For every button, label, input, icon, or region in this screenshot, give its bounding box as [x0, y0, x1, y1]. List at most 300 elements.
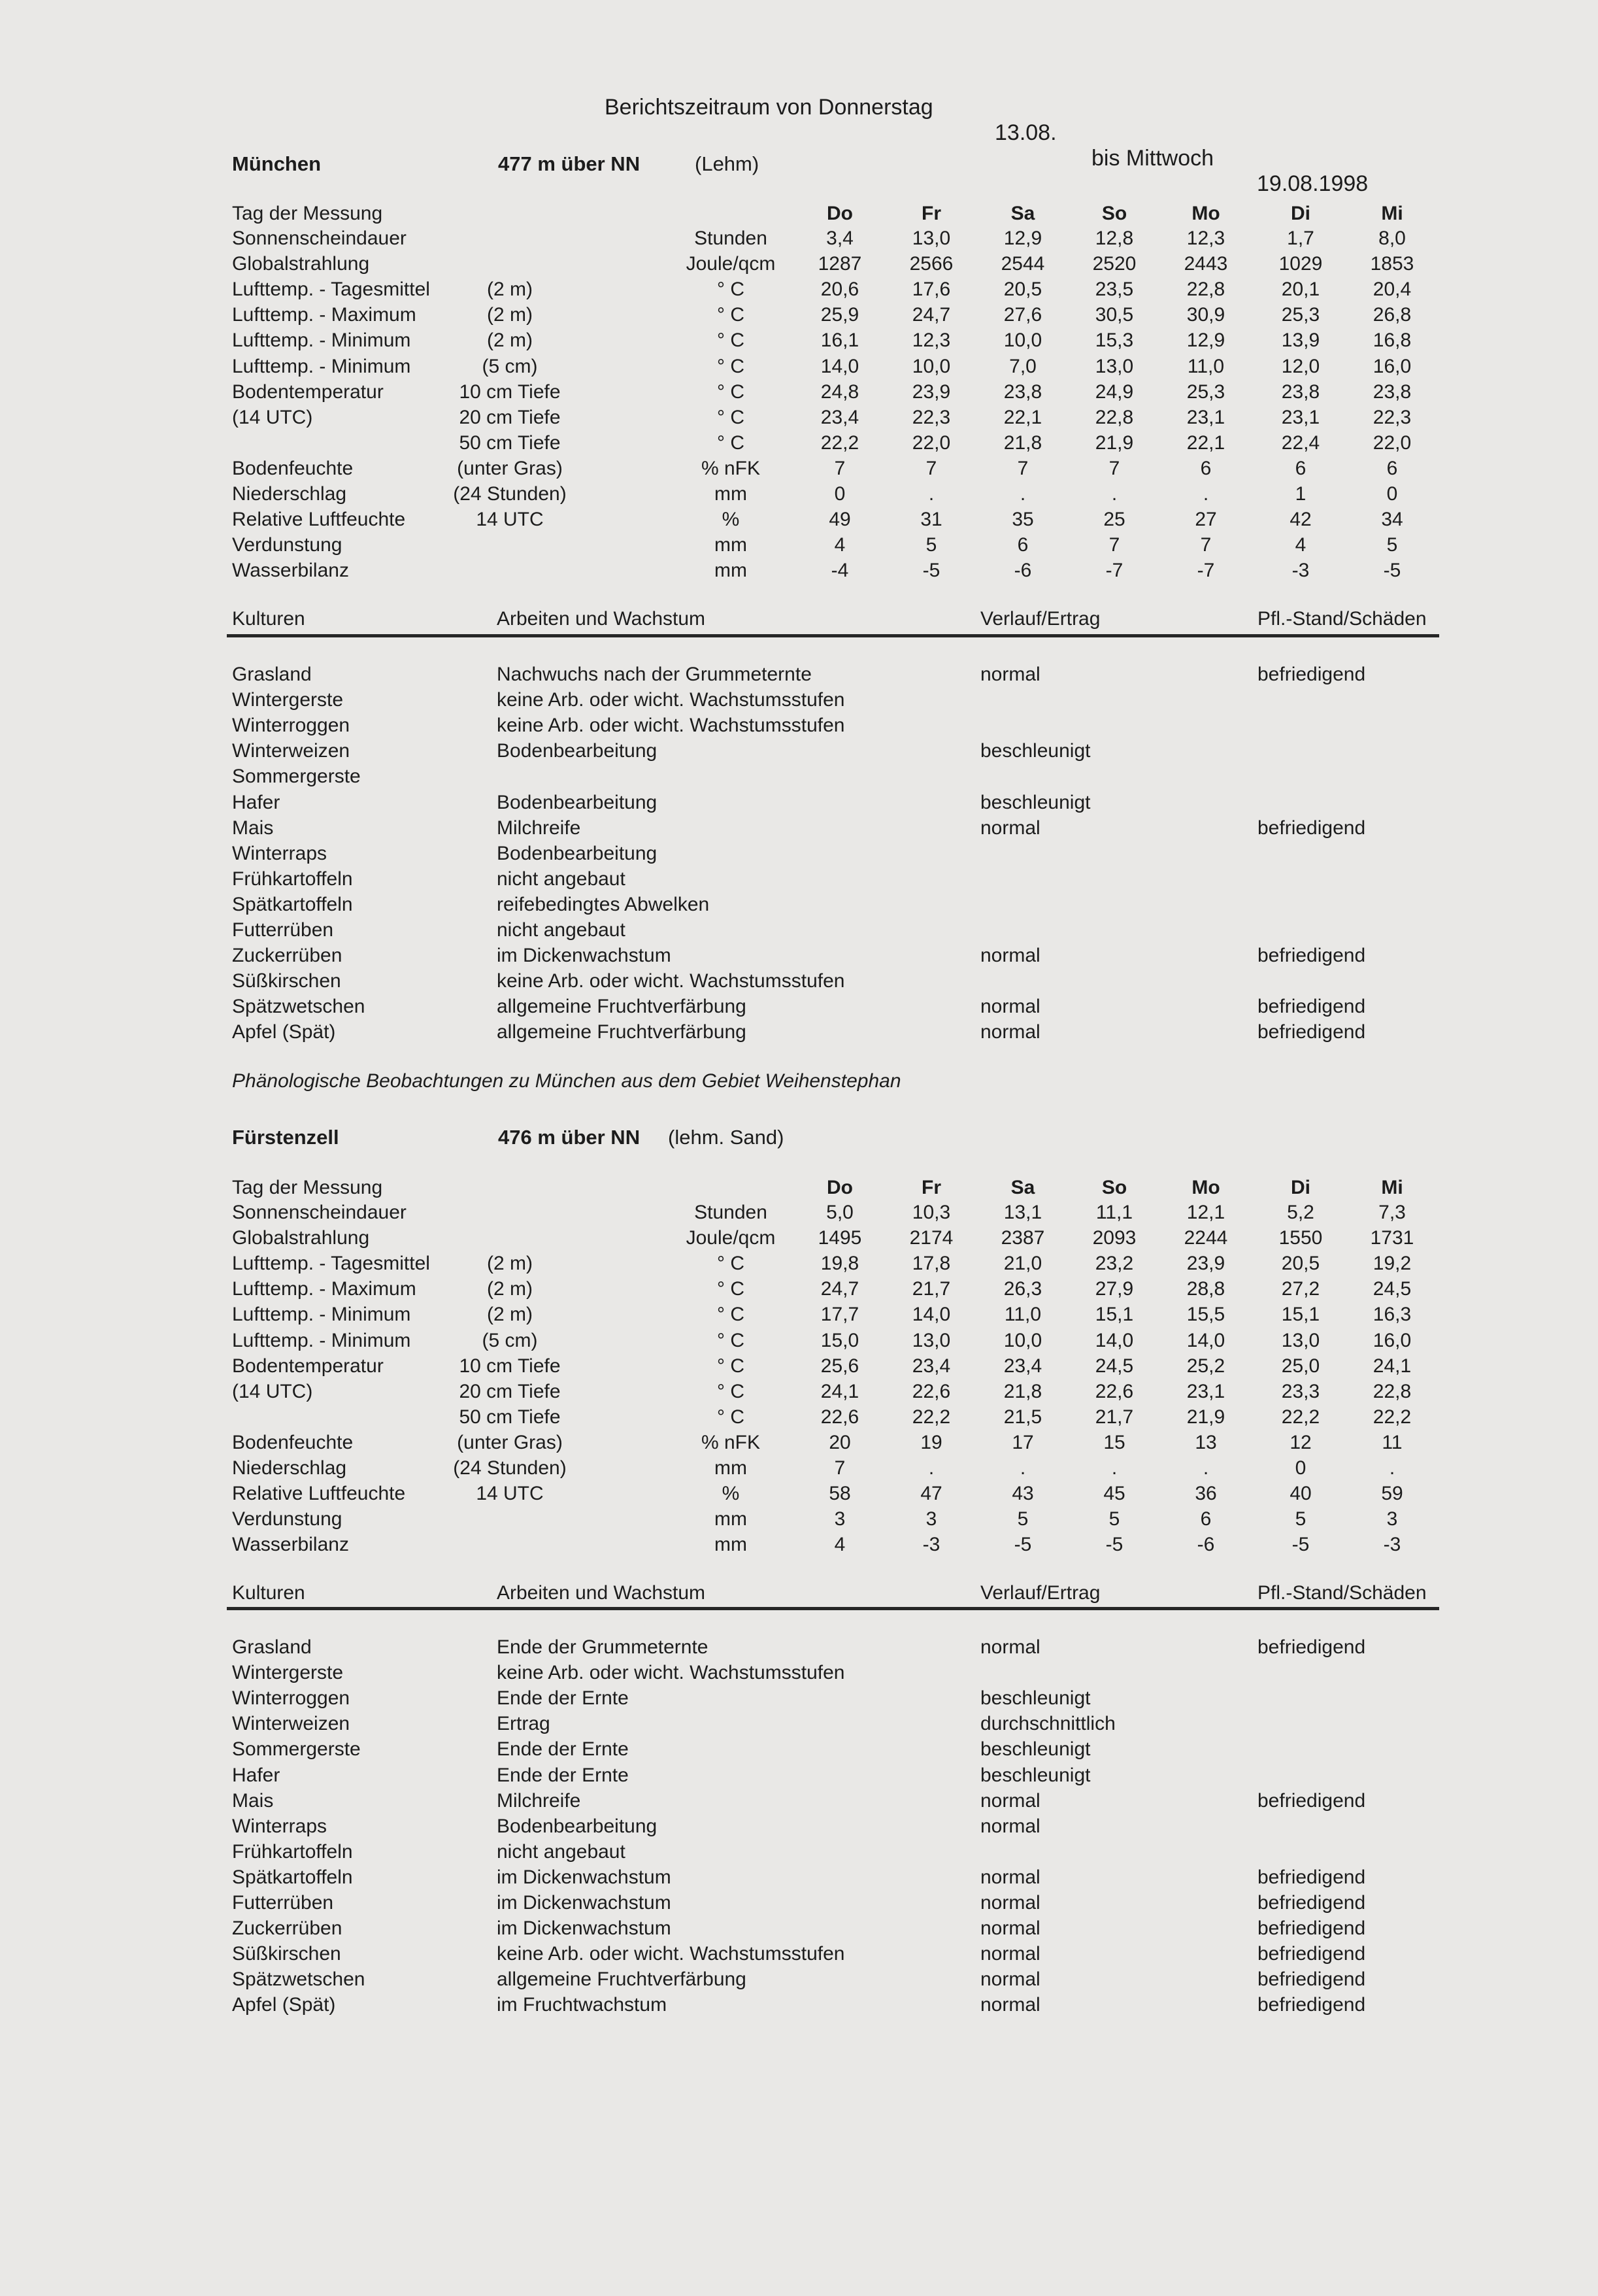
- measurement-value: 22,8: [1186, 279, 1225, 300]
- measurement-value: 10,0: [912, 356, 951, 377]
- measurement-label: Lufttemp. - Minimum: [232, 356, 411, 377]
- measurement-value: 7: [834, 458, 846, 479]
- measurement-value: 5: [1108, 1508, 1120, 1530]
- crop-name: Zuckerrüben: [232, 1917, 342, 1939]
- period-mid: bis Mittwoch: [1091, 146, 1214, 171]
- crop-name: Mais: [232, 817, 274, 839]
- crop-work: Nachwuchs nach der Grummeternte: [497, 664, 812, 685]
- measurement-value: 23,4: [912, 1355, 951, 1377]
- period-prefix: Berichtszeitraum von Donnerstag: [605, 95, 933, 120]
- crop-verlauf: durchschnittlich: [980, 1713, 1116, 1734]
- measurement-value: 22,1: [1003, 407, 1042, 428]
- crop-work: Bodenbearbeitung: [497, 843, 658, 864]
- measurement-label: Globalstrahlung: [232, 1227, 370, 1249]
- measurement-value: 16,0: [1373, 1330, 1412, 1351]
- measurement-value: -5: [1105, 1534, 1124, 1555]
- station-elevation: 476 m über NN: [498, 1126, 641, 1149]
- measurement-value: 23,2: [1095, 1253, 1134, 1274]
- measurement-value: -3: [1383, 1534, 1401, 1555]
- crop-work: keine Arb. oder wicht. Wachstumsstufen: [497, 970, 845, 992]
- measurement-value: 22,0: [1373, 432, 1412, 454]
- crop-name: Spätzwetschen: [232, 1968, 365, 1990]
- crop-name: Frühkartoffeln: [232, 868, 353, 890]
- crop-work: im Dickenwachstum: [497, 945, 671, 966]
- measurement-value: 27,2: [1281, 1278, 1320, 1300]
- measurement-value: 1731: [1370, 1227, 1414, 1249]
- crop-work: keine Arb. oder wicht. Wachstumsstufen: [497, 689, 845, 711]
- measurement-value: 47: [920, 1483, 942, 1504]
- measurement-row: [0, 226, 1598, 251]
- crop-row: [0, 1763, 1598, 1788]
- measurement-header-row: [0, 1175, 1598, 1200]
- measurement-spec: 50 cm Tiefe: [459, 1406, 561, 1428]
- crop-header-row: [0, 1580, 1598, 1606]
- day-header-di: Di: [1291, 1177, 1310, 1198]
- crop-row: [0, 764, 1598, 789]
- station-soil-type: (Lehm): [695, 152, 759, 175]
- measurement-value: 40: [1290, 1483, 1312, 1504]
- measurement-header-row: [0, 201, 1598, 226]
- crop-name: Grasland: [232, 664, 312, 685]
- measurement-spec: 10 cm Tiefe: [459, 381, 561, 403]
- measurement-row: [0, 507, 1598, 532]
- crop-name: Zuckerrüben: [232, 945, 342, 966]
- measurement-value: 21,9: [1186, 1406, 1225, 1428]
- crop-work: Ende der Ernte: [497, 1687, 629, 1709]
- measurement-value: 24,7: [820, 1278, 859, 1300]
- measurement-value: 20,4: [1373, 279, 1412, 300]
- crop-verlauf: beschleunigt: [980, 792, 1091, 813]
- measurement-value: 26,3: [1003, 1278, 1042, 1300]
- crop-name: Apfel (Spät): [232, 1021, 336, 1043]
- measurement-value: 1287: [818, 253, 862, 275]
- crop-pfl-stand: befriedigend: [1257, 996, 1366, 1017]
- measurement-value: 7: [1108, 534, 1120, 556]
- crop-verlauf: normal: [980, 1021, 1040, 1043]
- crop-verlauf: beschleunigt: [980, 1764, 1091, 1786]
- measurement-value: 13: [1195, 1432, 1217, 1453]
- measurement-value: 59: [1381, 1483, 1403, 1504]
- measurement-spec: (2 m): [487, 279, 533, 300]
- measurement-label: Wasserbilanz: [232, 1534, 349, 1555]
- measurement-value: 23,3: [1281, 1381, 1320, 1402]
- measurement-value: 25,3: [1186, 381, 1225, 403]
- measurement-day-label: Tag der Messung: [232, 203, 383, 224]
- measurement-value: -3: [1291, 560, 1310, 581]
- measurement-value: 22,2: [1373, 1406, 1412, 1428]
- measurement-value: .: [1020, 483, 1026, 505]
- crop-row: [0, 662, 1598, 687]
- measurement-value: 13,9: [1281, 329, 1320, 351]
- measurement-value: 22,0: [912, 432, 951, 454]
- measurement-value: 8,0: [1378, 228, 1406, 249]
- crop-header-verlauf: Verlauf/Ertrag: [980, 608, 1101, 630]
- measurement-spec: (unter Gras): [457, 1432, 563, 1453]
- measurement-value: -5: [922, 560, 940, 581]
- crop-name: Winterraps: [232, 843, 327, 864]
- measurement-spec: 14 UTC: [476, 1483, 544, 1504]
- measurement-value: 11,0: [1004, 1304, 1042, 1325]
- measurement-value: -7: [1105, 560, 1124, 581]
- measurement-label: Lufttemp. - Maximum: [232, 304, 416, 326]
- measurement-value: 21,7: [1095, 1406, 1134, 1428]
- crop-name: Winterraps: [232, 1815, 327, 1837]
- crop-row: [0, 1634, 1598, 1660]
- measurement-value: 23,4: [1003, 1355, 1042, 1377]
- crop-work: allgemeine Fruchtverfärbung: [497, 996, 746, 1017]
- measurement-value: -6: [1014, 560, 1032, 581]
- measurement-row: [0, 1328, 1598, 1353]
- measurement-value: 5: [1386, 534, 1398, 556]
- day-header-di: Di: [1291, 203, 1310, 224]
- measurement-value: 7: [1200, 534, 1212, 556]
- day-header-so: So: [1101, 203, 1127, 224]
- measurement-unit: mm: [714, 483, 747, 505]
- measurement-value: 22,1: [1186, 432, 1225, 454]
- crop-name: Spätkartoffeln: [232, 1866, 353, 1888]
- crop-header-verlauf: Verlauf/Ertrag: [980, 1582, 1101, 1604]
- crop-work: Ende der Ernte: [497, 1764, 629, 1786]
- day-header-sa: Sa: [1010, 1177, 1035, 1198]
- measurement-unit: ° C: [717, 432, 744, 454]
- measurement-value: 25,9: [820, 304, 859, 326]
- measurement-value: 14,0: [912, 1304, 951, 1325]
- measurement-value: 28,8: [1186, 1278, 1225, 1300]
- measurement-spec: (2 m): [487, 1253, 533, 1274]
- crop-row: [0, 815, 1598, 841]
- crop-header-pfl: Pfl.-Stand/Schäden: [1257, 608, 1427, 630]
- measurement-value: 6: [1386, 458, 1398, 479]
- measurement-value: 15,0: [820, 1330, 859, 1351]
- measurement-label: (14 UTC): [232, 407, 313, 428]
- measurement-label: Verdunstung: [232, 1508, 342, 1530]
- measurement-value: 13,0: [1095, 356, 1134, 377]
- crop-pfl-stand: befriedigend: [1257, 1636, 1366, 1658]
- day-header-so: So: [1101, 1177, 1127, 1198]
- measurement-value: 25,6: [820, 1355, 859, 1377]
- crop-row: [0, 1916, 1598, 1941]
- crop-row: [0, 866, 1598, 892]
- day-header-sa: Sa: [1010, 203, 1035, 224]
- crop-pfl-stand: befriedigend: [1257, 664, 1366, 685]
- measurement-value: 7: [925, 458, 937, 479]
- crop-name: Apfel (Spät): [232, 1994, 336, 2016]
- crop-work: keine Arb. oder wicht. Wachstumsstufen: [497, 1662, 845, 1683]
- measurement-value: 31: [920, 509, 942, 530]
- crop-row: [0, 841, 1598, 866]
- measurement-row: [0, 1251, 1598, 1276]
- crop-header-divider: [227, 634, 1439, 637]
- crop-work: Bodenbearbeitung: [497, 1815, 658, 1837]
- measurement-unit: ° C: [717, 329, 744, 351]
- measurement-row: [0, 456, 1598, 481]
- measurement-value: 24,1: [1373, 1355, 1412, 1377]
- day-header-mi: Mi: [1381, 1177, 1403, 1198]
- crop-row: [0, 790, 1598, 815]
- crop-pfl-stand: befriedigend: [1257, 1790, 1366, 1812]
- crop-verlauf: normal: [980, 996, 1040, 1017]
- crop-row: [0, 917, 1598, 943]
- measurement-value: 15,1: [1281, 1304, 1320, 1325]
- crop-header-arbeiten: Arbeiten und Wachstum: [497, 608, 706, 630]
- measurement-unit: mm: [714, 1457, 747, 1479]
- crop-header-pfl: Pfl.-Stand/Schäden: [1257, 1582, 1427, 1604]
- measurement-value: 5,2: [1287, 1202, 1314, 1223]
- measurement-value: 12,8: [1095, 228, 1134, 249]
- measurement-value: 1: [1295, 483, 1307, 505]
- measurement-value: 21,8: [1003, 432, 1042, 454]
- crop-name: Mais: [232, 1790, 274, 1812]
- crop-verlauf: normal: [980, 945, 1040, 966]
- measurement-unit: ° C: [717, 304, 744, 326]
- crop-work: im Dickenwachstum: [497, 1866, 671, 1888]
- crop-name: Wintergerste: [232, 1662, 344, 1683]
- measurement-label: Lufttemp. - Maximum: [232, 1278, 416, 1300]
- measurement-value: 23,1: [1186, 407, 1225, 428]
- measurement-value: 21,5: [1003, 1406, 1042, 1428]
- measurement-value: 12,9: [1186, 329, 1225, 351]
- crop-name: Winterroggen: [232, 715, 350, 736]
- station-name: München: [232, 152, 322, 175]
- measurement-unit: ° C: [717, 356, 744, 377]
- measurement-unit: % nFK: [701, 1432, 761, 1453]
- measurement-value: 22,3: [1373, 407, 1412, 428]
- measurement-value: 43: [1012, 1483, 1034, 1504]
- measurement-value: -6: [1197, 1534, 1215, 1555]
- measurement-value: -5: [1014, 1534, 1032, 1555]
- crop-verlauf: normal: [980, 817, 1040, 839]
- crop-row: [0, 968, 1598, 994]
- measurement-value: 19,2: [1373, 1253, 1412, 1274]
- crop-pfl-stand: befriedigend: [1257, 1917, 1366, 1939]
- crop-work: Milchreife: [497, 1790, 581, 1812]
- measurement-value: -5: [1383, 560, 1401, 581]
- measurement-label: Lufttemp. - Minimum: [232, 1330, 411, 1351]
- measurement-row: [0, 1481, 1598, 1506]
- crop-work: nicht angebaut: [497, 919, 625, 941]
- measurement-spec: (5 cm): [482, 1330, 538, 1351]
- measurement-value: 22,8: [1095, 407, 1134, 428]
- measurement-value: 17,8: [912, 1253, 951, 1274]
- crop-name: Futterrüben: [232, 919, 334, 941]
- measurement-unit: Stunden: [694, 1202, 767, 1223]
- measurement-label: Bodenfeuchte: [232, 458, 354, 479]
- measurement-value: 7,0: [1009, 356, 1037, 377]
- measurement-value: 6: [1200, 458, 1212, 479]
- measurement-unit: mm: [714, 560, 747, 581]
- measurement-value: 15,5: [1186, 1304, 1225, 1325]
- measurement-value: 49: [829, 509, 851, 530]
- measurement-value: 27,6: [1003, 304, 1042, 326]
- crop-row: [0, 1992, 1598, 2017]
- crop-work: reifebedingtes Abwelken: [497, 894, 710, 915]
- crop-name: Spätkartoffeln: [232, 894, 353, 915]
- crop-name: Sommergerste: [232, 766, 361, 787]
- measurement-value: 6: [1017, 534, 1029, 556]
- measurement-label: Niederschlag: [232, 1457, 347, 1479]
- measurement-value: 5: [925, 534, 937, 556]
- measurement-value: 23,1: [1186, 1381, 1225, 1402]
- day-header-mo: Mo: [1191, 203, 1220, 224]
- crop-header-kulturen: Kulturen: [232, 1582, 305, 1604]
- measurement-label: Globalstrahlung: [232, 253, 370, 275]
- crop-header-kulturen: Kulturen: [232, 608, 305, 630]
- measurement-value: 2520: [1092, 253, 1137, 275]
- crop-work: nicht angebaut: [497, 868, 625, 890]
- measurement-value: .: [1111, 483, 1118, 505]
- measurement-value: 19,8: [820, 1253, 859, 1274]
- measurement-row: [0, 354, 1598, 379]
- measurement-value: 7: [1017, 458, 1029, 479]
- crop-verlauf: normal: [980, 1636, 1040, 1658]
- day-header-mo: Mo: [1191, 1177, 1220, 1198]
- measurement-value: 16,0: [1373, 356, 1412, 377]
- measurement-value: 7,3: [1378, 1202, 1406, 1223]
- measurement-value: 12,3: [912, 329, 951, 351]
- crop-work: Bodenbearbeitung: [497, 792, 658, 813]
- measurement-value: 35: [1012, 509, 1034, 530]
- measurement-value: 22,6: [1095, 1381, 1134, 1402]
- measurement-spec: 50 cm Tiefe: [459, 432, 561, 454]
- crop-header-row: [0, 606, 1598, 632]
- measurement-value: 17,7: [820, 1304, 859, 1325]
- measurement-value: 2174: [909, 1227, 954, 1249]
- measurement-value: 17: [1012, 1432, 1034, 1453]
- crop-row: [0, 1967, 1598, 1992]
- measurement-label: Lufttemp. - Minimum: [232, 1304, 411, 1325]
- measurement-value: -4: [831, 560, 849, 581]
- measurement-unit: ° C: [717, 1406, 744, 1428]
- crop-verlauf: normal: [980, 664, 1040, 685]
- day-header-do: Do: [827, 203, 853, 224]
- measurement-value: 1,7: [1287, 228, 1314, 249]
- crop-row: [0, 1660, 1598, 1685]
- measurement-label: (14 UTC): [232, 1381, 313, 1402]
- crop-work: im Dickenwachstum: [497, 1892, 671, 1914]
- measurement-label: Bodentemperatur: [232, 1355, 384, 1377]
- measurement-row: [0, 481, 1598, 507]
- crop-pfl-stand: befriedigend: [1257, 1866, 1366, 1888]
- measurement-row: [0, 1276, 1598, 1302]
- measurement-value: 2387: [1001, 1227, 1045, 1249]
- measurement-unit: % nFK: [701, 458, 761, 479]
- measurement-row: [0, 430, 1598, 456]
- measurement-value: .: [928, 1457, 935, 1479]
- measurement-label: Lufttemp. - Tagesmittel: [232, 1253, 430, 1274]
- measurement-row: [0, 302, 1598, 328]
- crop-row: [0, 994, 1598, 1019]
- measurement-value: 25: [1103, 509, 1125, 530]
- period-from-date: 13.08.: [995, 120, 1057, 145]
- measurement-unit: ° C: [717, 381, 744, 403]
- measurement-value: 24,7: [912, 304, 951, 326]
- measurement-value: 23,5: [1095, 279, 1134, 300]
- measurement-value: 12,3: [1186, 228, 1225, 249]
- measurement-value: 11: [1382, 1432, 1403, 1453]
- crop-row: [0, 1019, 1598, 1045]
- measurement-value: 1495: [818, 1227, 862, 1249]
- measurement-value: -3: [922, 1534, 940, 1555]
- measurement-value: 16,3: [1373, 1304, 1412, 1325]
- measurement-value: 20,6: [820, 279, 859, 300]
- measurement-spec: 14 UTC: [476, 509, 544, 530]
- phenology-note: Phänologische Beobachtungen zu München aus dem Gebiet Weihenstephan: [232, 1070, 901, 1092]
- crop-name: Grasland: [232, 1636, 312, 1658]
- day-header-fr: Fr: [922, 203, 941, 224]
- crop-name: Spätzwetschen: [232, 996, 365, 1017]
- measurement-value: 23,9: [912, 381, 951, 403]
- measurement-value: 16,1: [820, 329, 859, 351]
- crop-row: [0, 1685, 1598, 1711]
- measurement-label: Bodentemperatur: [232, 381, 384, 403]
- crop-verlauf: beschleunigt: [980, 1687, 1091, 1709]
- measurement-value: 7: [834, 1457, 846, 1479]
- measurement-value: .: [1020, 1457, 1026, 1479]
- crop-pfl-stand: befriedigend: [1257, 1943, 1366, 1965]
- measurement-value: 20: [829, 1432, 851, 1453]
- measurement-value: 15: [1103, 1432, 1125, 1453]
- measurement-value: 24,9: [1095, 381, 1134, 403]
- measurement-day-label: Tag der Messung: [232, 1177, 383, 1198]
- measurement-value: 22,4: [1281, 432, 1320, 454]
- measurement-value: 19: [920, 1432, 942, 1453]
- measurement-value: 58: [829, 1483, 851, 1504]
- measurement-value: 30,5: [1095, 304, 1134, 326]
- measurement-label: Lufttemp. - Tagesmittel: [232, 279, 430, 300]
- measurement-unit: ° C: [717, 1304, 744, 1325]
- crop-name: Hafer: [232, 792, 280, 813]
- measurement-spec: (2 m): [487, 329, 533, 351]
- measurement-label: Relative Luftfeuchte: [232, 509, 406, 530]
- measurement-value: 24,5: [1095, 1355, 1134, 1377]
- crop-row: [0, 943, 1598, 968]
- measurement-value: 13,0: [1281, 1330, 1320, 1351]
- measurement-value: 13,1: [1003, 1202, 1042, 1223]
- measurement-value: 3: [834, 1508, 846, 1530]
- crop-name: Süßkirschen: [232, 1943, 341, 1965]
- crop-verlauf: beschleunigt: [980, 1738, 1091, 1760]
- measurement-row: [0, 1404, 1598, 1430]
- measurement-spec: (24 Stunden): [453, 1457, 567, 1479]
- crop-name: Hafer: [232, 1764, 280, 1786]
- measurement-value: 0: [834, 483, 846, 505]
- crop-verlauf: normal: [980, 1943, 1040, 1965]
- measurement-unit: mm: [714, 534, 747, 556]
- measurement-unit: ° C: [717, 407, 744, 428]
- measurement-row: [0, 251, 1598, 277]
- crop-work: Bodenbearbeitung: [497, 740, 658, 762]
- measurement-spec: (2 m): [487, 304, 533, 326]
- measurement-value: 14,0: [820, 356, 859, 377]
- measurement-value: 3: [1386, 1508, 1398, 1530]
- crop-work: im Fruchtwachstum: [497, 1994, 667, 2016]
- measurement-value: 30,9: [1186, 304, 1225, 326]
- measurement-value: 22,6: [820, 1406, 859, 1428]
- measurement-value: 12: [1290, 1432, 1312, 1453]
- measurement-row: [0, 1302, 1598, 1327]
- crop-name: Winterweizen: [232, 740, 350, 762]
- measurement-value: .: [1203, 1457, 1209, 1479]
- measurement-spec: (unter Gras): [457, 458, 563, 479]
- measurement-value: 22,3: [912, 407, 951, 428]
- measurement-value: 0: [1386, 483, 1398, 505]
- measurement-value: -5: [1291, 1534, 1310, 1555]
- measurement-value: 25,2: [1186, 1355, 1225, 1377]
- measurement-value: 23,8: [1003, 381, 1042, 403]
- measurement-value: 22,2: [1281, 1406, 1320, 1428]
- measurement-value: .: [1111, 1457, 1118, 1479]
- crop-work: im Dickenwachstum: [497, 1917, 671, 1939]
